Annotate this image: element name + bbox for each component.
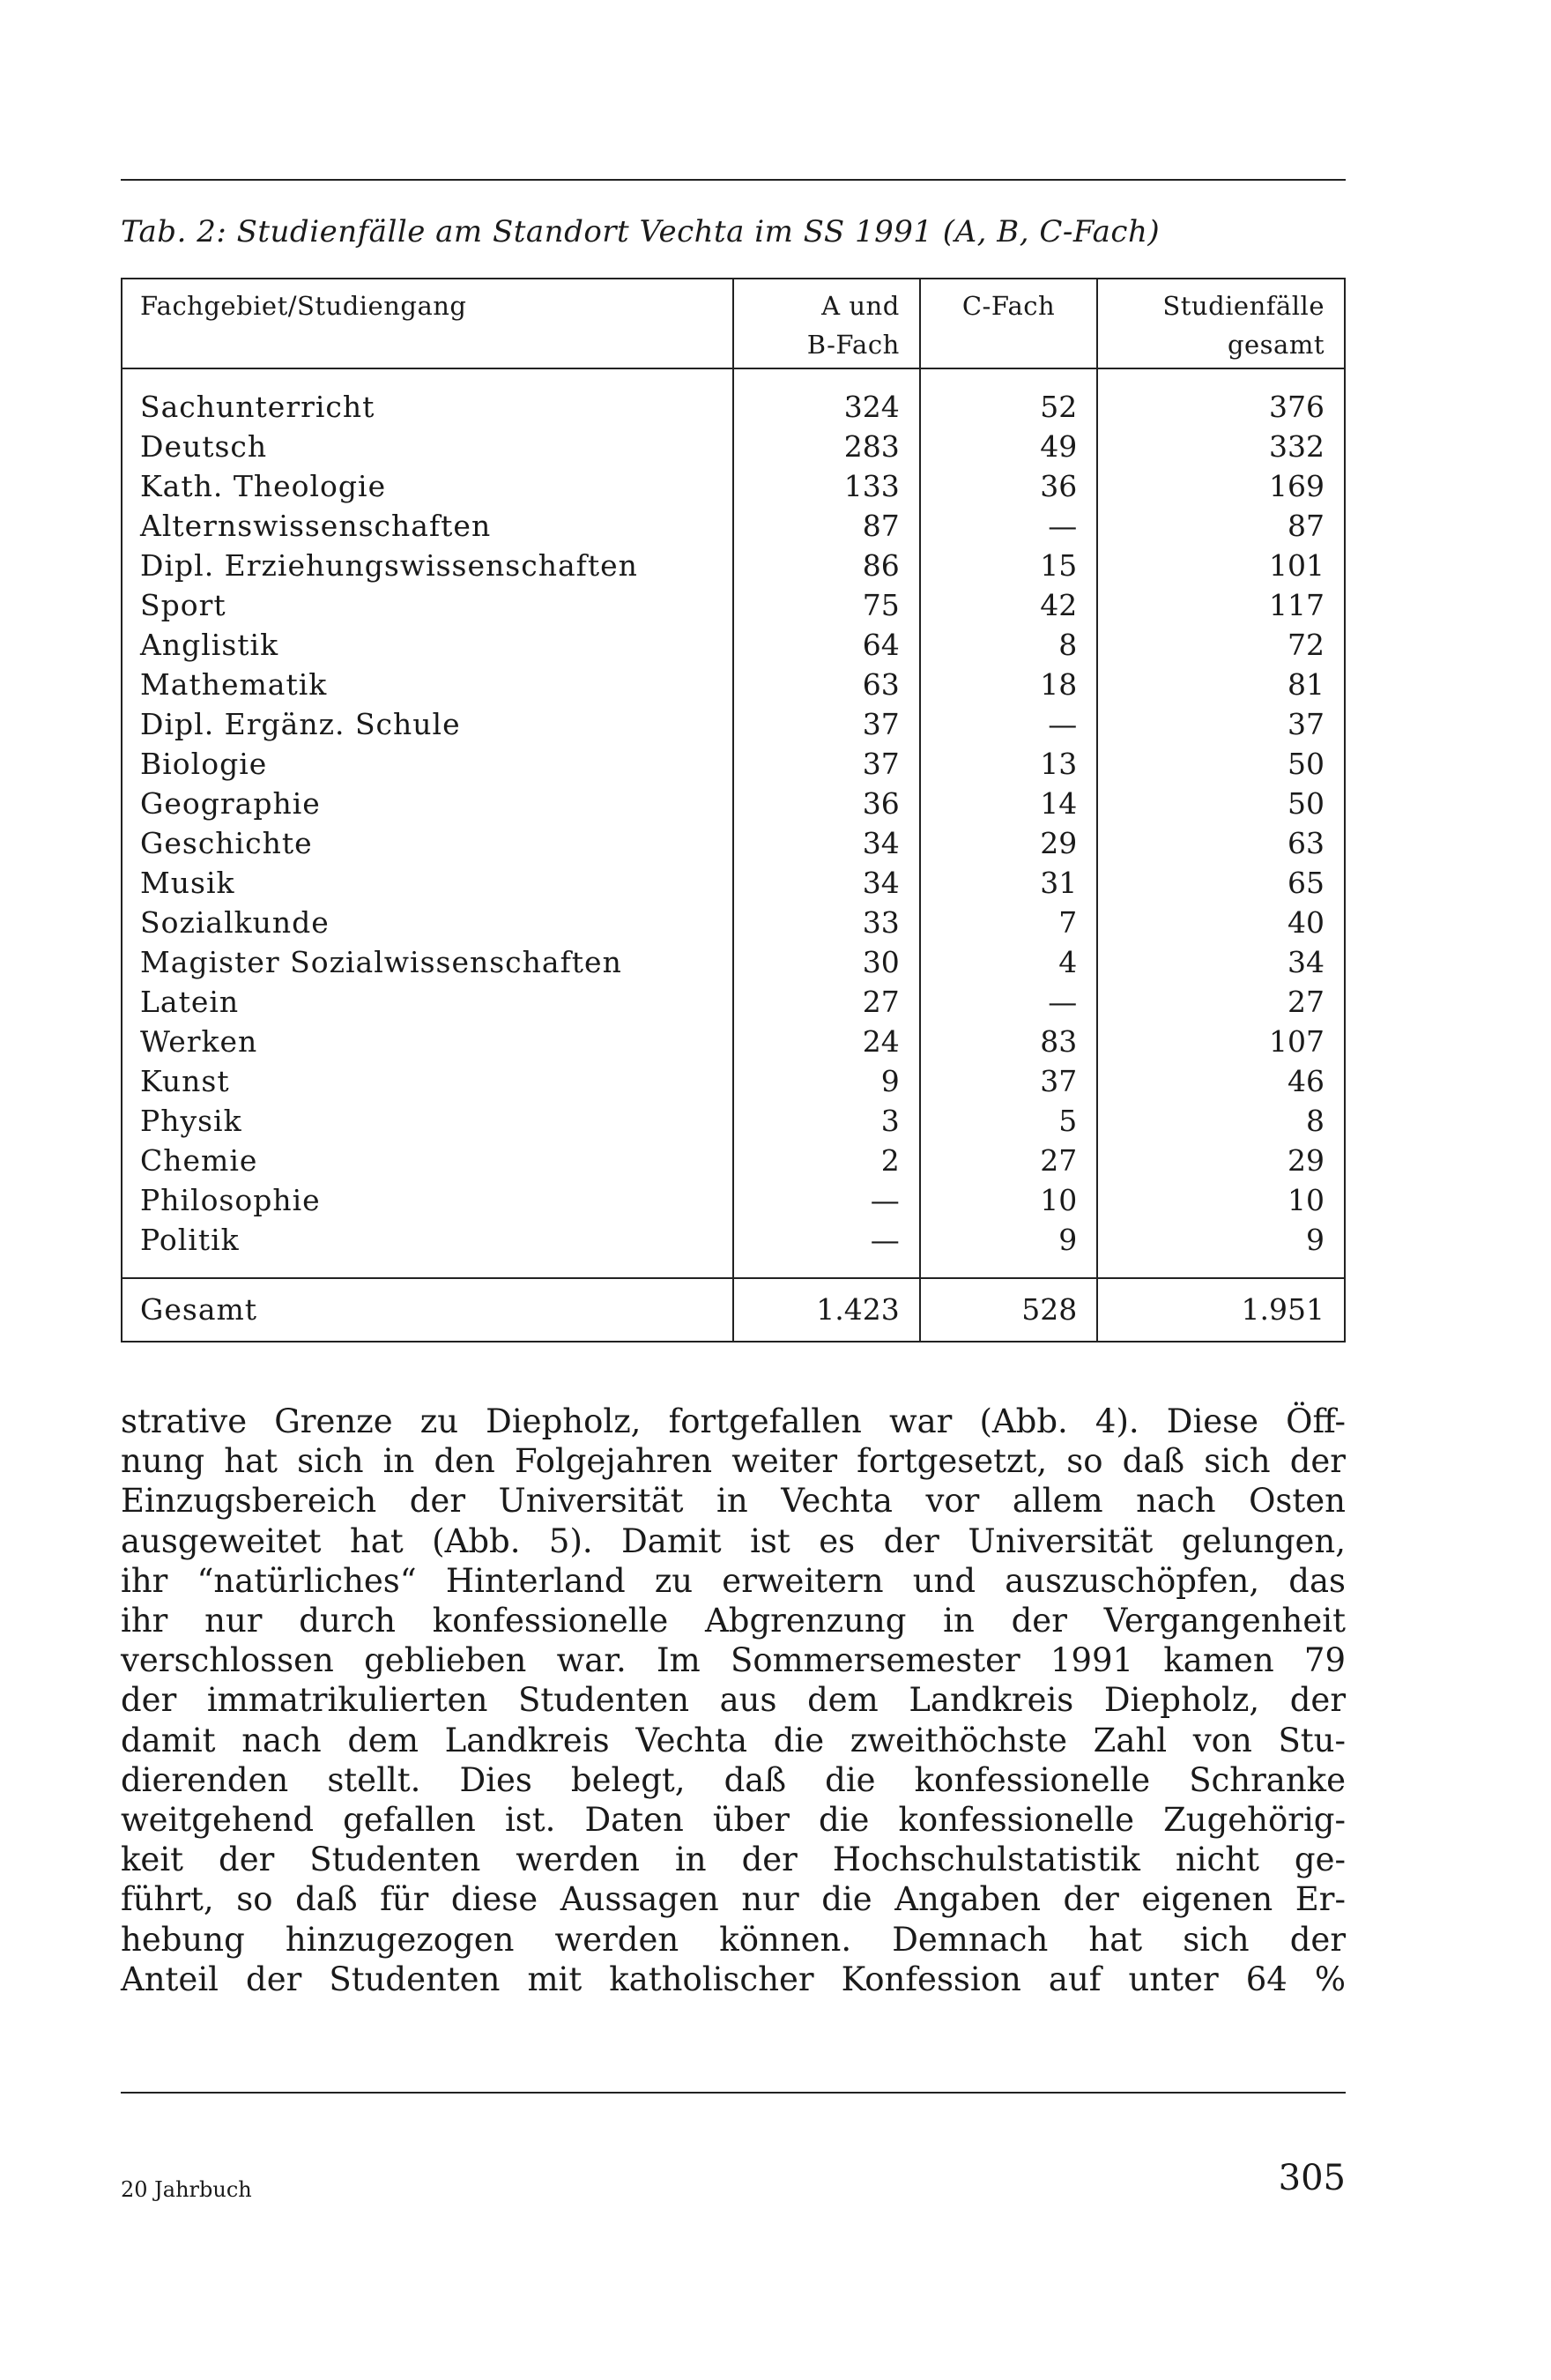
table-row — [122, 1061, 1345, 1101]
cell-c-fach: — — [920, 982, 1098, 1022]
cell-ab-fach: 2 — [733, 1141, 920, 1180]
cell-c-fach: 13 — [920, 744, 1098, 784]
cell-ab-fach: 34 — [733, 863, 920, 903]
cell-c-fach: 31 — [920, 863, 1098, 903]
cell-c-fach: 27 — [920, 1141, 1098, 1180]
cell-ab-fach: 37 — [733, 704, 920, 744]
cell-gesamt: 169 — [1097, 466, 1345, 506]
cell-fachgebiet: Sport — [140, 588, 226, 622]
paragraph-line: ihr nur durch konfessionelle Abgrenzung in der Vergangenheit — [121, 1602, 1346, 1640]
cell-fachgebiet: Alternswissenschaften — [140, 509, 492, 543]
cell-fachgebiet: Kunst — [140, 1064, 230, 1098]
cell-c-fach: 29 — [920, 823, 1098, 863]
cell-fachgebiet: Magister Sozialwissenschaften — [140, 945, 622, 979]
cell-gesamt: 117 — [1097, 585, 1345, 625]
table-caption: Tab. 2: Studienfälle am Standort Vechta im SS 1991 (A, B, C-Fach) — [121, 214, 1161, 249]
cell-ab-fach: 64 — [733, 625, 920, 665]
cell-ab-fach: 133 — [733, 466, 920, 506]
cell-fachgebiet: Geographie — [140, 786, 321, 821]
table-body — [122, 368, 1345, 1278]
paragraph-line: ausgeweitet hat (Abb. 5). Damit ist es der Universität gelungen, — [121, 1521, 1346, 1560]
cell-c-fach: 14 — [920, 784, 1098, 823]
cell-c-fach: 36 — [920, 466, 1098, 506]
cell-gesamt: 8 — [1097, 1101, 1345, 1141]
cell-c-fach: 37 — [920, 1061, 1098, 1101]
cell-c-fach: 8 — [920, 625, 1098, 665]
paragraph-line: damit nach dem Landkreis Vechta die zweithöchste Zahl von Stu- — [121, 1721, 1346, 1759]
cell-c-fach: 5 — [920, 1101, 1098, 1141]
cell-c-fach: 15 — [920, 546, 1098, 585]
table-row — [122, 1220, 1345, 1278]
table-row — [122, 585, 1345, 625]
table-row — [122, 625, 1345, 665]
paragraph-line: keit der Studenten werden in der Hochschulstatistik nicht ge- — [121, 1841, 1346, 1879]
cell-c-fach: 49 — [920, 427, 1098, 466]
table-row — [122, 744, 1345, 784]
cell-gesamt: 34 — [1097, 942, 1345, 982]
cell-ab-fach: 36 — [733, 784, 920, 823]
table-row — [122, 1141, 1345, 1180]
paragraph-line: strative Grenze zu Diepholz, fortgefallen war (Abb. 4). Diese Öff- — [121, 1402, 1346, 1440]
cell-ab-fach: 75 — [733, 585, 920, 625]
cell-gesamt: 87 — [1097, 506, 1345, 546]
table-row — [122, 546, 1345, 585]
cell-c-fach: — — [920, 704, 1098, 744]
table-row — [122, 466, 1345, 506]
table-row — [122, 368, 1345, 427]
cell-fachgebiet: Politik — [140, 1223, 240, 1257]
cell-gesamt: 40 — [1097, 903, 1345, 942]
cell-gesamt: 10 — [1097, 1180, 1345, 1220]
cell-fachgebiet: Mathematik — [140, 667, 328, 702]
table-row — [122, 903, 1345, 942]
header-studienfaelle-gesamt: Studienfälle gesamt — [1097, 279, 1345, 368]
cell-fachgebiet: Deutsch — [140, 429, 268, 464]
cell-gesamt: 50 — [1097, 784, 1345, 823]
table-total-row — [122, 1278, 1345, 1342]
paragraph-line: Anteil der Studenten mit katholischer Konfession auf unter 64 % — [121, 1960, 1346, 1998]
table-row — [122, 427, 1345, 466]
cell-gesamt: 65 — [1097, 863, 1345, 903]
data-table — [121, 278, 1346, 1342]
cell-fachgebiet: Physik — [140, 1104, 242, 1138]
cell-ab-fach: — — [733, 1220, 920, 1278]
cell-gesamt: 72 — [1097, 625, 1345, 665]
cell-c-fach: 42 — [920, 585, 1098, 625]
cell-ab-fach: 34 — [733, 823, 920, 863]
table-row — [122, 665, 1345, 704]
table-row — [122, 1022, 1345, 1061]
cell-gesamt: 46 — [1097, 1061, 1345, 1101]
header-c-fach: C-Fach — [920, 279, 1098, 368]
table-row — [122, 982, 1345, 1022]
page-number: 305 — [1278, 2158, 1346, 2198]
table-row — [122, 704, 1345, 744]
cell-ab-fach: 87 — [733, 506, 920, 546]
cell-fachgebiet: Kath. Theologie — [140, 469, 387, 503]
cell-c-fach: 9 — [920, 1220, 1098, 1278]
footer-signature: 20 Jahrbuch — [121, 2177, 252, 2202]
cell-c-fach: 52 — [920, 368, 1098, 427]
cell-fachgebiet: Chemie — [140, 1143, 258, 1178]
cell-c-fach: — — [920, 506, 1098, 546]
cell-ab-fach: 24 — [733, 1022, 920, 1061]
cell-ab-fach: 37 — [733, 744, 920, 784]
cell-ab-fach: 86 — [733, 546, 920, 585]
cell-gesamt: 332 — [1097, 427, 1345, 466]
cell-gesamt: 63 — [1097, 823, 1345, 863]
total-c-fach: 528 — [920, 1278, 1098, 1342]
cell-ab-fach: 30 — [733, 942, 920, 982]
cell-fachgebiet: Musik — [140, 866, 235, 900]
cell-gesamt: 81 — [1097, 665, 1345, 704]
cell-ab-fach: 27 — [733, 982, 920, 1022]
table-header-row — [122, 279, 1345, 368]
paragraph-line: verschlossen geblieben war. Im Sommersemester 1991 kamen 79 — [121, 1641, 1346, 1680]
top-rule — [121, 179, 1346, 181]
cell-fachgebiet: Latein — [140, 985, 240, 1019]
table-row — [122, 1180, 1345, 1220]
table-row — [122, 942, 1345, 982]
cell-fachgebiet: Werken — [140, 1024, 258, 1059]
cell-fachgebiet: Sachunterricht — [140, 390, 375, 424]
cell-fachgebiet: Geschichte — [140, 826, 313, 860]
cell-c-fach: 10 — [920, 1180, 1098, 1220]
cell-gesamt: 9 — [1097, 1220, 1345, 1278]
cell-ab-fach: 283 — [733, 427, 920, 466]
cell-fachgebiet: Philosophie — [140, 1183, 321, 1217]
cell-gesamt: 27 — [1097, 982, 1345, 1022]
table-row — [122, 784, 1345, 823]
total-label: Gesamt — [122, 1278, 733, 1342]
total-ab-fach: 1.423 — [733, 1278, 920, 1342]
body-paragraph — [121, 1402, 1346, 1999]
cell-gesamt: 376 — [1097, 368, 1345, 427]
total-gesamt: 1.951 — [1097, 1278, 1345, 1342]
cell-ab-fach: 63 — [733, 665, 920, 704]
cell-c-fach: 7 — [920, 903, 1098, 942]
header-a-und-b-fach: A und B-Fach — [733, 279, 920, 368]
cell-c-fach: 4 — [920, 942, 1098, 982]
paragraph-line: weitgehend gefallen ist. Daten über die konfessionelle Zugehörig- — [121, 1801, 1346, 1840]
paragraph-line: Einzugsbereich der Universität in Vechta vor allem nach Osten — [121, 1482, 1346, 1521]
cell-gesamt: 50 — [1097, 744, 1345, 784]
paragraph-line: ihr “natürliches“ Hinterland zu erweitern und auszuschöpfen, das — [121, 1561, 1346, 1600]
cell-gesamt: 29 — [1097, 1141, 1345, 1180]
paragraph-line: der immatrikulierten Studenten aus dem Landkreis Diepholz, der — [121, 1681, 1346, 1720]
cell-fachgebiet: Anglistik — [140, 628, 279, 662]
cell-ab-fach: 324 — [733, 368, 920, 427]
table-row — [122, 506, 1345, 546]
header-fachgebiet: Fachgebiet/Studiengang — [122, 279, 733, 368]
cell-c-fach: 18 — [920, 665, 1098, 704]
cell-c-fach: 83 — [920, 1022, 1098, 1061]
cell-ab-fach: 33 — [733, 903, 920, 942]
cell-fachgebiet: Dipl. Ergänz. Schule — [140, 707, 461, 741]
cell-gesamt: 37 — [1097, 704, 1345, 744]
table-row — [122, 823, 1345, 863]
cell-fachgebiet: Biologie — [140, 747, 268, 781]
paragraph-line: nung hat sich in den Folgejahren weiter fortgesetzt, so daß sich der — [121, 1442, 1346, 1481]
cell-ab-fach: 3 — [733, 1101, 920, 1141]
cell-fachgebiet: Dipl. Erziehungswissenschaften — [140, 548, 638, 583]
bottom-rule — [121, 2092, 1346, 2094]
cell-ab-fach: 9 — [733, 1061, 920, 1101]
paragraph-line: führt, so daß für diese Aussagen nur die Angaben der eigenen Er- — [121, 1880, 1346, 1919]
cell-gesamt: 107 — [1097, 1022, 1345, 1061]
cell-ab-fach: — — [733, 1180, 920, 1220]
table-row — [122, 863, 1345, 903]
paragraph-line: dierenden stellt. Dies belegt, daß die konfessionelle Schranke — [121, 1760, 1346, 1799]
cell-fachgebiet: Sozialkunde — [140, 905, 330, 940]
paragraph-line: hebung hinzugezogen werden können. Demnach hat sich der — [121, 1920, 1346, 1959]
table-row — [122, 1101, 1345, 1141]
cell-gesamt: 101 — [1097, 546, 1345, 585]
